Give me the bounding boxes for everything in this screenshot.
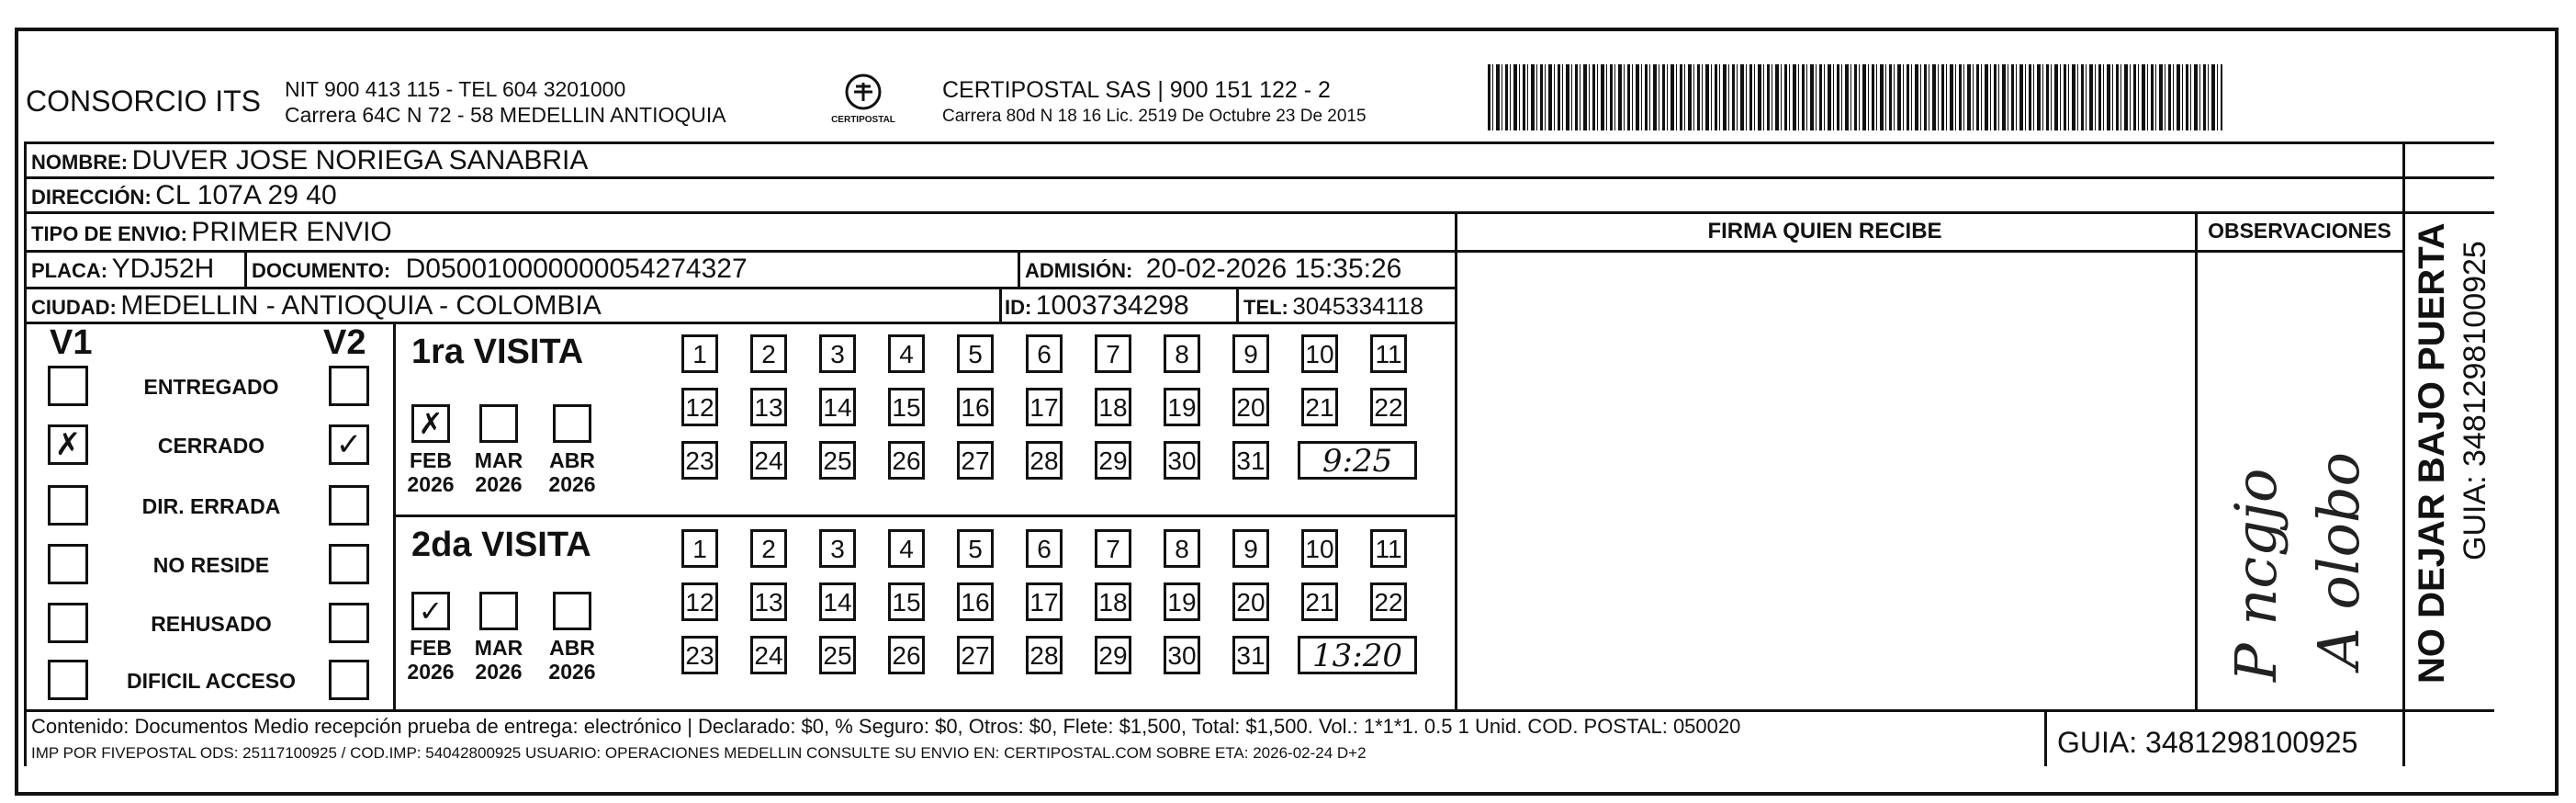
visit1-day-31[interactable]: 31 <box>1232 441 1269 480</box>
row-line <box>393 515 1455 517</box>
documento-label: DOCUMENTO: <box>252 259 391 282</box>
visit1-month-label: FEB <box>410 448 452 472</box>
observaciones-header: OBSERVACIONES <box>2208 219 2391 243</box>
state-v2-checkbox[interactable] <box>329 603 369 643</box>
visit2-day-23[interactable]: 23 <box>681 636 718 674</box>
company-name: CONSORCIO ITS <box>26 85 262 118</box>
visit1-day-13[interactable]: 13 <box>750 388 787 426</box>
footer-guia: GUIA: 3481298100925 <box>2057 726 2358 759</box>
visit1-month-year: 2026 <box>475 472 523 496</box>
visit1-day-23[interactable]: 23 <box>681 441 718 480</box>
visit2-month-year: 2026 <box>548 660 596 684</box>
state-v1-checkbox[interactable] <box>48 603 88 643</box>
state-v1-checkbox[interactable]: ✗ <box>48 424 88 465</box>
tipo-label: TIPO DE ENVIO: <box>31 222 187 245</box>
visit2-day-14[interactable]: 14 <box>819 582 856 621</box>
v2-header: V2 <box>323 323 366 362</box>
certipostal-logo <box>827 72 900 125</box>
state-v2-checkbox[interactable]: ✓ <box>329 424 369 465</box>
col-line <box>999 287 1002 322</box>
visit1-day-24[interactable]: 24 <box>750 441 787 480</box>
ciudad-value: MEDELLIN - ANTIOQUIA - COLOMBIA <box>120 290 602 321</box>
col-line <box>1455 211 1457 709</box>
visit2-day-6[interactable]: 6 <box>1026 529 1063 568</box>
direccion-value: CL 107A 29 40 <box>155 180 337 210</box>
observaciones-handwritten-1: P ncgjo <box>2222 468 2289 682</box>
visit2-day-1[interactable]: 1 <box>681 529 718 568</box>
documento-value: D050010000000054274327 <box>405 254 748 284</box>
visit1-month-year: 2026 <box>548 472 596 496</box>
admision-value: 20-02-2026 15:35:26 <box>1145 254 1402 284</box>
visit1-day-18[interactable]: 18 <box>1095 388 1131 426</box>
state-v2-checkbox[interactable] <box>329 544 369 584</box>
visit1-day-22[interactable]: 22 <box>1370 388 1407 426</box>
state-label: CERRADO <box>157 434 265 458</box>
visit2-day-29[interactable]: 29 <box>1095 636 1131 674</box>
firma-header: FIRMA QUIEN RECIBE <box>1707 219 1942 243</box>
visit2-day-15[interactable]: 15 <box>888 582 925 621</box>
visit1-day-7[interactable]: 7 <box>1095 334 1131 373</box>
state-v2-checkbox[interactable] <box>329 660 369 700</box>
state-v2-checkbox[interactable] <box>329 485 369 526</box>
visit2-month-checkbox[interactable]: ✓ <box>411 592 450 630</box>
col-line <box>1018 250 1020 287</box>
tel-label: TEL: <box>1243 296 1288 319</box>
visit2-day-24[interactable]: 24 <box>750 636 787 674</box>
id-label: ID: <box>1005 296 1032 319</box>
col-line <box>244 250 247 287</box>
certipostal-line2: Carrera 80d N 18 16 Lic. 2519 De Octubre 23 De 2015 <box>942 107 1367 126</box>
visit2-day-2[interactable]: 2 <box>750 529 787 568</box>
visit1-month-checkbox[interactable] <box>553 404 591 443</box>
nombre-label: NOMBRE: <box>31 151 129 174</box>
visit2-day-3[interactable]: 3 <box>819 529 856 568</box>
col-line <box>1236 287 1239 322</box>
visit2-day-9[interactable]: 9 <box>1232 529 1269 568</box>
visit2-day-7[interactable]: 7 <box>1095 529 1131 568</box>
state-label: DIFICIL ACCESO <box>126 669 296 693</box>
footer-contenido: Contenido: Documentos Medio recepción prueba de entrega: electrónico | Declarado: $0, % Seguro: $0, Otros: $0, Flete: $1,500, Total: $1,500. Vol.: 1*1*1. 0.5 1 Unid. COD. POSTAL: 050020 <box>31 715 1741 738</box>
nombre-row <box>31 145 588 176</box>
visit2-day-20[interactable]: 20 <box>1232 582 1269 621</box>
visit1-day-5[interactable]: 5 <box>957 334 994 373</box>
visit1-day-16[interactable]: 16 <box>957 388 994 426</box>
certipostal-line1: CERTIPOSTAL SAS | 900 151 122 - 2 <box>942 77 1331 103</box>
row-line <box>24 709 2494 712</box>
tel-row <box>1243 292 1423 321</box>
col-line <box>2402 141 2405 766</box>
visit1-day-2[interactable]: 2 <box>750 334 787 373</box>
nombre-value: DUVER JOSE NORIEGA SANABRIA <box>131 145 589 175</box>
visit1-day-6[interactable]: 6 <box>1026 334 1063 373</box>
tipo-row <box>31 217 392 248</box>
visit2-day-18[interactable]: 18 <box>1095 582 1131 621</box>
placa-label: PLACA: <box>31 259 108 282</box>
visit2-hour-box[interactable]: 13:20 <box>1298 636 1417 674</box>
visit2-day-17[interactable]: 17 <box>1026 582 1063 621</box>
row-line <box>24 176 2494 179</box>
visit2-day-8[interactable]: 8 <box>1164 529 1200 568</box>
visit1-day-29[interactable]: 29 <box>1095 441 1131 480</box>
row-line <box>24 141 2494 144</box>
visit1-month-year: 2026 <box>407 472 455 496</box>
visit1-hour-box[interactable]: 9:25 <box>1298 441 1417 480</box>
visit2-month-year: 2026 <box>407 660 455 684</box>
visit2-month-label: MAR <box>474 636 523 660</box>
placa-value: YDJ52H <box>111 254 215 284</box>
visit2-month-checkbox[interactable] <box>479 592 518 630</box>
id-row <box>1005 290 1189 322</box>
company-address: Carrera 64C N 72 - 58 MEDELLIN ANTIOQUIA <box>285 103 726 127</box>
col-line <box>24 141 27 766</box>
state-v1-checkbox[interactable] <box>48 660 88 700</box>
state-label: ENTREGADO <box>143 375 279 399</box>
footer-imp: IMP POR FIVEPOSTAL ODS: 25117100925 / COD.IMP: 54042800925 USUARIO: OPERACIONES MEDELLIN CONSULTE SU ENVIO EN: CERTIPOSTAL.COM SOBRE ETA: 2026-02-24 D+2 <box>31 744 1367 762</box>
visit1-day-26[interactable]: 26 <box>888 441 925 480</box>
visit1-day-9[interactable]: 9 <box>1232 334 1269 373</box>
visit1-day-4[interactable]: 4 <box>888 334 925 373</box>
side-guia: GUIA: 3481298100925 <box>2458 241 2492 560</box>
visit1-day-28[interactable]: 28 <box>1026 441 1063 480</box>
row-line <box>24 322 1455 324</box>
state-v2-checkbox[interactable] <box>329 366 369 406</box>
row-line <box>24 211 2494 214</box>
observaciones-handwritten-2: A olobo <box>2305 452 2372 669</box>
admision-label: ADMISIÓN: <box>1025 259 1133 282</box>
visit2-day-22[interactable]: 22 <box>1370 582 1407 621</box>
placa-row <box>31 254 214 285</box>
id-value: 1003734298 <box>1035 290 1189 321</box>
visit2-day-5[interactable]: 5 <box>957 529 994 568</box>
visit2-day-28[interactable]: 28 <box>1026 636 1063 674</box>
col-line <box>2195 211 2198 709</box>
direccion-label: DIRECCIÓN: <box>31 186 152 209</box>
visit1-day-11[interactable]: 11 <box>1370 334 1407 373</box>
visit1-month-checkbox[interactable]: ✗ <box>411 404 450 443</box>
state-label: REHUSADO <box>151 612 272 636</box>
visit2-day-4[interactable]: 4 <box>888 529 925 568</box>
visit2-day-21[interactable]: 21 <box>1301 582 1338 621</box>
side-warning: NO DEJAR BAJO PUERTA <box>2412 222 2452 684</box>
visit2-day-19[interactable]: 19 <box>1164 582 1200 621</box>
visit2-title: 2da VISITA <box>411 526 591 564</box>
visit1-day-12[interactable]: 12 <box>681 388 718 426</box>
state-v1-checkbox[interactable] <box>48 485 88 526</box>
ciudad-label: CIUDAD: <box>31 296 117 319</box>
visit2-day-27[interactable]: 27 <box>957 636 994 674</box>
visit2-month-checkbox[interactable] <box>553 592 591 630</box>
visit1-day-27[interactable]: 27 <box>957 441 994 480</box>
certipostal-logo-text: CERTIPOSTAL <box>831 115 895 125</box>
state-v1-checkbox[interactable] <box>48 544 88 584</box>
visit1-day-15[interactable]: 15 <box>888 388 925 426</box>
visit2-month-label: ABR <box>549 636 595 660</box>
visit1-day-17[interactable]: 17 <box>1026 388 1063 426</box>
visit1-day-25[interactable]: 25 <box>819 441 856 480</box>
visit1-day-1[interactable]: 1 <box>681 334 718 373</box>
visit1-month-label: ABR <box>549 448 595 472</box>
visit2-day-16[interactable]: 16 <box>957 582 994 621</box>
documento-row <box>252 254 748 285</box>
visit2-month-year: 2026 <box>475 660 523 684</box>
admision-row <box>1025 254 1401 285</box>
visit1-month-label: MAR <box>474 448 523 472</box>
visit1-month-checkbox[interactable] <box>479 404 518 443</box>
visit1-day-21[interactable]: 21 <box>1301 388 1338 426</box>
state-label: DIR. ERRADA <box>141 494 281 518</box>
row-line <box>24 250 1455 253</box>
visit2-day-11[interactable]: 11 <box>1370 529 1407 568</box>
visit1-day-10[interactable]: 10 <box>1301 334 1338 373</box>
visit1-day-14[interactable]: 14 <box>819 388 856 426</box>
certipostal-logo-icon <box>843 72 883 112</box>
visit2-day-31[interactable]: 31 <box>1232 636 1269 674</box>
visit1-day-3[interactable]: 3 <box>819 334 856 373</box>
row-line <box>1455 250 2402 253</box>
company-nit: NIT 900 413 115 - TEL 604 3201000 <box>285 77 626 101</box>
state-label: NO RESIDE <box>152 553 270 577</box>
visit2-day-10[interactable]: 10 <box>1301 529 1338 568</box>
tipo-value: PRIMER ENVIO <box>191 217 392 247</box>
visit2-day-25[interactable]: 25 <box>819 636 856 674</box>
visit2-day-26[interactable]: 26 <box>888 636 925 674</box>
col-line <box>2044 709 2047 766</box>
ciudad-row <box>31 290 602 322</box>
guide-barcode <box>1488 64 2222 130</box>
state-v1-checkbox[interactable] <box>48 366 88 406</box>
tel-value: 3045334118 <box>1292 292 1424 320</box>
visit2-month-label: FEB <box>410 636 452 660</box>
visit2-day-13[interactable]: 13 <box>750 582 787 621</box>
visit1-title: 1ra VISITA <box>411 333 584 371</box>
visit1-day-30[interactable]: 30 <box>1164 441 1200 480</box>
visit1-day-8[interactable]: 8 <box>1164 334 1200 373</box>
visit1-day-19[interactable]: 19 <box>1164 388 1200 426</box>
direccion-row <box>31 180 337 211</box>
visit2-day-30[interactable]: 30 <box>1164 636 1200 674</box>
visit2-day-12[interactable]: 12 <box>681 582 718 621</box>
row-line <box>24 287 1455 289</box>
v1-header: V1 <box>50 323 93 362</box>
visit1-day-20[interactable]: 20 <box>1232 388 1269 426</box>
